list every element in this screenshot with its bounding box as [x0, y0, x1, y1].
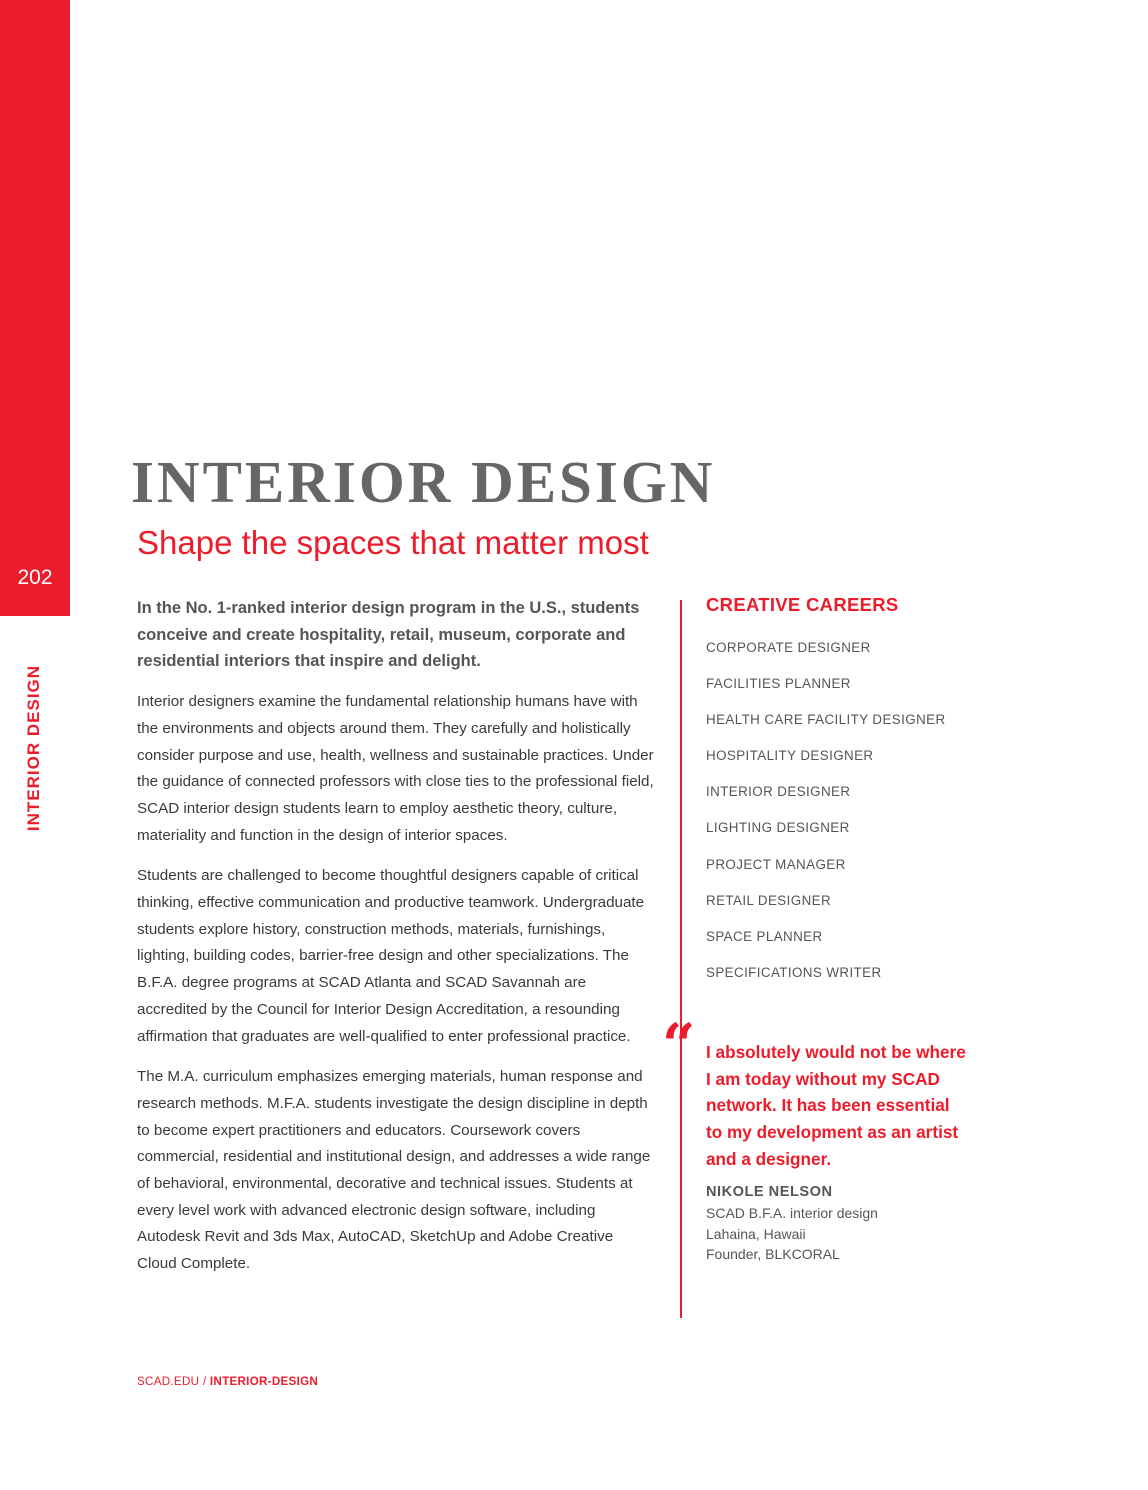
- section-label-vertical: INTERIOR DESIGN: [24, 664, 43, 832]
- career-item: HEALTH CARE FACILITY DESIGNER: [706, 712, 946, 728]
- footer-path: INTERIOR-DESIGN: [209, 1375, 319, 1388]
- body-paragraph: Interior designers examine the fundamental relationship humans have with the environments and objects around them. They carefully and holistically consider purpose and use, health, wellness and sustainable practices. Under the guidance of connected professors with close ties to the professional field, SCAD interior design students learn to employ aesthetic theory, culture, materiality and function in the design of interior spaces.: [137, 693, 654, 844]
- main-column: [137, 595, 657, 1292]
- career-item: SPACE PLANNER: [706, 928, 823, 944]
- career-item: SPECIFICATIONS WRITER: [706, 964, 882, 980]
- career-item: INTERIOR DESIGNER: [706, 784, 851, 800]
- page-title: INTERIOR DESIGN: [131, 449, 716, 515]
- career-item: RETAIL DESIGNER: [706, 892, 832, 908]
- lead-paragraph: In the No. 1-ranked interior design program in the U.S., students conceive and create hospitality, retail, museum, corporate and residential interiors that inspire and delight.: [137, 599, 640, 671]
- body-paragraph: The M.A. curriculum emphasizes emerging materials, human response and research methods. M.F.A. students investigate the design discipline in depth to become expert practitioners and educators. Coursework covers commercial, residential and institutional design, and addresses a wide range of behavioral, environmental, decorative and technical issues. Students at every level work with advanced electronic design software, including Autodesk Revit and 3ds Max, AutoCAD, SketchUp and Adobe Creative Cloud Complete.: [137, 1068, 651, 1273]
- footer-domain: SCAD.EDU /: [137, 1375, 207, 1388]
- page-number: 202: [17, 566, 53, 589]
- testimonial-hometown: Lahaina, Hawaii: [706, 1225, 806, 1242]
- career-item: PROJECT MANAGER: [706, 856, 846, 872]
- column-divider: [680, 600, 682, 1318]
- testimonial-degree: SCAD B.F.A. interior design: [706, 1205, 878, 1221]
- quote-mark-icon: “: [662, 1011, 690, 1079]
- page-subtitle: Shape the spaces that matter most: [137, 524, 649, 561]
- body-paragraph: Students are challenged to become thoughtful designers capable of critical thinking, effective communication and productive teamwork. Undergraduate students explore history, construction methods, materials, furnishings, lighting, building codes, barrier-free design and other specializations. The B.F.A. degree programs at SCAD Atlanta and SCAD Savannah are accredited by the Council for Interior Design Accreditation, a resounding affirmation that graduates are well-qualified to enter professional practice.: [137, 867, 645, 1045]
- career-item: HOSPITALITY DESIGNER: [706, 748, 874, 764]
- career-item: FACILITIES PLANNER: [706, 676, 851, 692]
- footer-url[interactable]: [137, 1375, 318, 1388]
- careers-list: [706, 630, 986, 991]
- careers-sidebar: [706, 594, 986, 991]
- career-item: CORPORATE DESIGNER: [706, 640, 871, 655]
- red-side-tab: [0, 0, 70, 616]
- testimonial-role: Founder, BLKCORAL: [706, 1246, 840, 1263]
- testimonial-attribution: [706, 1181, 966, 1265]
- career-item: LIGHTING DESIGNER: [706, 820, 850, 836]
- careers-heading: CREATIVE CAREERS: [706, 594, 899, 615]
- testimonial-name: NIKOLE NELSON: [706, 1184, 833, 1200]
- testimonial-quote: I absolutely would not be where I am today without my SCAD network. It has been essential to my development as an artist and a designer.: [706, 1042, 966, 1169]
